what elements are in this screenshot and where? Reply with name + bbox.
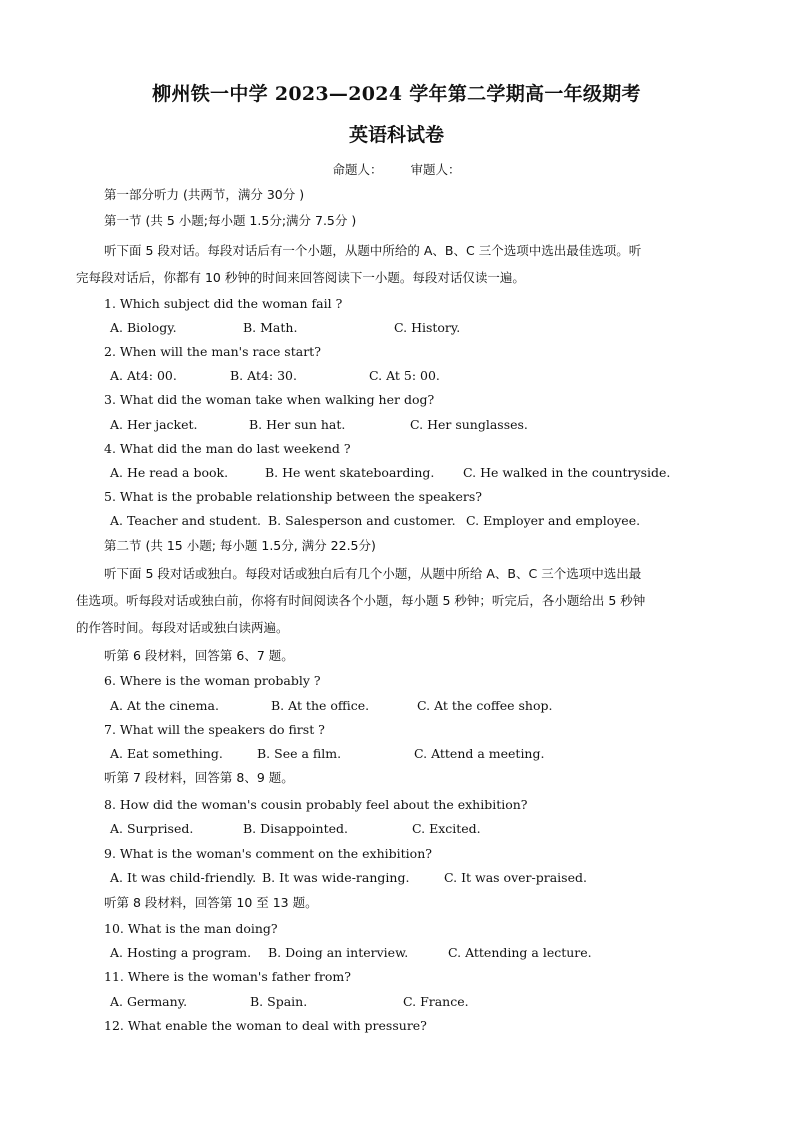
q7-option-a: A. Eat something. [110, 746, 223, 761]
q5-option-a: A. Teacher and student. [110, 513, 262, 528]
question-2: 2. When will the man's race start? [104, 344, 321, 359]
q7-option-b: B. See a film. [257, 746, 342, 761]
q11-option-c: C. France. [403, 994, 469, 1009]
question-8: 8. How did the woman's cousin probably feel about the exhibition? [104, 797, 528, 812]
q10-option-a: A. Hosting a program. [110, 945, 252, 960]
question-7: 7. What will the speakers do first ? [104, 722, 325, 737]
q10-option-c: C. Attending a lecture. [448, 945, 592, 960]
q2-option-b: B. At4: 30. [230, 368, 297, 383]
q9-option-c: C. It was over-praised. [444, 870, 587, 885]
q3-option-a: A. Her jacket. [110, 417, 198, 432]
q2-option-c: C. At 5: 00. [369, 368, 440, 383]
material-8-heading: 听第 8 段材料，回答第 10 至 13 题。 [104, 895, 318, 910]
question-3: 3. What did the woman take when walking her dog? [104, 392, 435, 407]
q4-option-a: A. He read a book. [110, 465, 229, 480]
question-5: 5. What is the probable relationship between the speakers? [104, 489, 482, 504]
question-9: 9. What is the woman's comment on the exhibition? [104, 846, 432, 861]
q9-option-a: A. It was child-friendly. [110, 870, 257, 885]
part1-heading: 第一部分听力 (共两节，满分 30分 ) [104, 187, 305, 202]
q11-option-b: B. Spain. [250, 994, 308, 1009]
material-7-heading: 听第 7 段材料，回答第 8、9 题。 [104, 770, 294, 785]
q10-option-b: B. Doing an interview. [268, 945, 409, 960]
q8-option-c: C. Excited. [412, 821, 481, 836]
q1-option-b: B. Math. [243, 320, 298, 335]
q9-option-b: B. It was wide-ranging. [262, 870, 410, 885]
question-4: 4. What did the man do last weekend ? [104, 441, 351, 456]
section1-instructions-line2: 完每段对话后，你都有 10 秒钟的时间来回答阅读下一小题。每段对话仅读一遍。 [76, 270, 525, 285]
section2-heading: 第二节 (共 15 小题; 每小题 1.5分, 满分 22.5分) [104, 538, 376, 553]
q3-option-b: B. Her sun hat. [249, 417, 346, 432]
q6-option-c: C. At the coffee shop. [417, 698, 553, 713]
page-title: 柳州铁一中学 2023—2024 学年第二学期高一年级期考 [152, 83, 641, 105]
question-6: 6. Where is the woman probably ? [104, 673, 321, 688]
q4-option-b: B. He went skateboarding. [265, 465, 435, 480]
q3-option-c: C. Her sunglasses. [410, 417, 528, 432]
material-6-heading: 听第 6 段材料，回答第 6、7 题。 [104, 648, 294, 663]
section1-heading: 第一节 (共 5 小题;每小题 1.5分;满分 7.5分 ) [104, 213, 357, 228]
section2-instructions-line3: 的作答时间。每段对话或独白读两遍。 [76, 620, 289, 635]
question-12: 12. What enable the woman to deal with pressure? [104, 1018, 427, 1033]
q1-option-a: A. Biology. [110, 320, 177, 335]
q11-option-a: A. Germany. [110, 994, 188, 1009]
q8-option-b: B. Disappointed. [243, 821, 348, 836]
question-10: 10. What is the man doing? [104, 921, 278, 936]
q1-option-c: C. History. [394, 320, 461, 335]
question-11: 11. Where is the woman's father from? [104, 969, 351, 984]
reviewer-label: 审题人： [410, 162, 461, 177]
section2-instructions-line2: 佳选项。听每段对话或独白前，你将有时间阅读各个小题，每小题 5 秒钟；听完后，各小题给出 5 秒钟 [76, 593, 646, 608]
section2-instructions-line1: 听下面 5 段对话或独白。每段对话或独白后有几个小题，从题中所给 A、B、C 三个选项中选出最 [104, 566, 642, 581]
q6-option-a: A. At the cinema. [110, 698, 219, 713]
question-1: 1. Which subject did the woman fail ? [104, 296, 343, 311]
q8-option-a: A. Surprised. [110, 821, 194, 836]
section1-instructions-line1: 听下面 5 段对话。每段对话后有一个小题，从题中所给的 A、B、C 三个选项中选出最佳选项。听 [104, 243, 642, 258]
q7-option-c: C. Attend a meeting. [414, 746, 545, 761]
q5-option-b: B. Salesperson and customer. [268, 513, 456, 528]
q5-option-c: C. Employer and employee. [466, 513, 641, 528]
q4-option-c: C. He walked in the countryside. [463, 465, 671, 480]
author-label: 命题人： [332, 162, 383, 177]
page-subtitle: 英语科试卷 [348, 124, 444, 146]
q6-option-b: B. At the office. [271, 698, 370, 713]
author-line [0, 160, 793, 178]
q2-option-a: A. At4: 00. [110, 368, 177, 383]
